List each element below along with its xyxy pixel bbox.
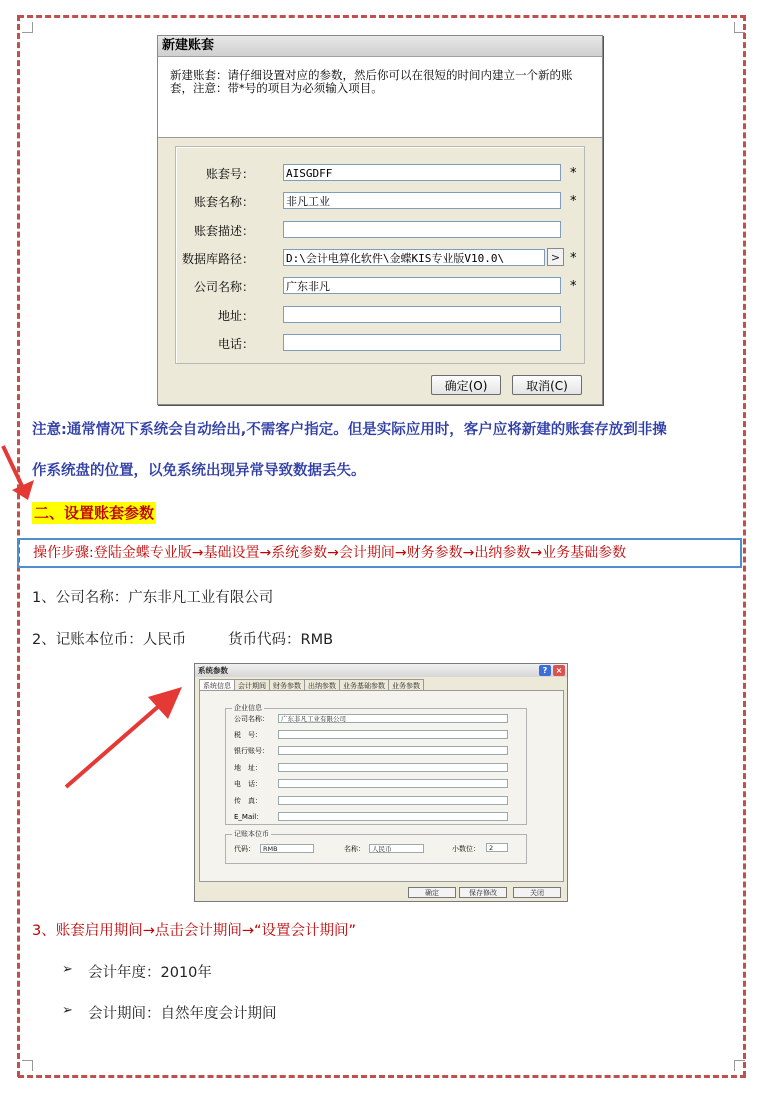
field-label-db-path: 数据库路径： [181,252,254,266]
fiscal-year-line: 会计年度：2010年 [88,965,212,981]
field-label-account-desc: 账套描述： [193,224,254,238]
group-title: 企业信息 [234,704,262,712]
steps-box: 操作步骤:登陆金蝶专业版→基础设置→系统参数→会计期间→财务参数→出纳参数→业务基础参数 [17,538,742,568]
frame-bottom [18,1075,746,1078]
cancel-button[interactable]: 取消(C) [512,375,582,395]
dialog-title: 系统参数 [195,664,567,677]
bullet-arrow-icon: ➢ [62,962,73,977]
base-currency-group [225,830,527,864]
field-label-address: 地址： [217,309,254,323]
decimals-stepper[interactable]: 2 [486,843,508,852]
currency-code-input[interactable]: RMB [260,844,314,853]
field-label: 税 号： [234,731,262,739]
period-heading: 3、账套启用期间→点击会计期间→“设置会计期间” [32,923,357,939]
field-label: 银行账号： [234,747,269,755]
field-label: 电 话： [234,780,262,788]
tab-panel [199,690,564,882]
frame-right [743,15,746,1077]
email-input[interactable] [278,812,508,821]
currency-code-line: 货币代码：RMB [228,632,334,648]
phone-input[interactable] [283,334,561,351]
field-label: 公司名称： [234,715,269,723]
field-label: E_Mail： [234,813,264,821]
tab-finance-params[interactable]: 财务参数 [269,679,305,692]
system-params-dialog [194,663,568,902]
currency-line: 2、记账本位币：人民币 [32,632,187,648]
account-desc-input[interactable] [283,221,561,238]
save-changes-button[interactable]: 保存修改 [459,887,507,898]
db-path-input[interactable]: D:\会计电算化软件\金蝶KIS专业版V10.0\ [283,249,545,266]
required-mark: * [570,166,577,181]
dialog-info-text: 新建账套：请仔细设置对应的参数，然后你可以在很短的时间内建立一个新的账套，注意：带*号的项目为必须输入项目。 [158,57,602,138]
address-input[interactable] [278,763,508,772]
close-icon[interactable]: × [553,665,565,676]
crop-mark [22,22,33,33]
group-title: 记账本位币 [234,830,269,838]
field-label: 地 址： [234,764,262,772]
field-label-account-name: 账套名称： [193,195,254,209]
frame-top [18,15,746,18]
phone-input[interactable] [278,779,508,788]
section-heading: 二、设置账套参数 [34,504,155,522]
field-label-company: 公司名称： [193,280,254,294]
account-name-input[interactable]: 非凡工业 [283,192,561,209]
required-mark: * [570,251,577,266]
crop-mark [22,1060,33,1071]
help-icon[interactable]: ? [539,665,551,676]
tab-cashier-params[interactable]: 出纳参数 [304,679,340,692]
required-mark: * [570,194,577,209]
address-input[interactable] [283,306,561,323]
close-button[interactable]: 关闭 [513,887,561,898]
field-label-phone: 电话： [217,337,254,351]
ok-button[interactable]: 确定 [408,887,456,898]
pointer-arrow-icon [60,683,186,793]
currency-name-input[interactable]: 人民币 [369,844,424,853]
company-name-input[interactable]: 广东非凡工业有限公司 [278,714,508,723]
bank-account-input[interactable] [278,746,508,755]
bullet-arrow-icon: ➢ [62,1003,73,1018]
tax-no-input[interactable] [278,730,508,739]
tab-business-base-params[interactable]: 业务基础参数 [339,679,389,692]
browse-button[interactable]: > [547,248,564,266]
tab-accounting-period[interactable]: 会计期间 [234,679,270,692]
tab-business-params[interactable]: 业务参数 [388,679,424,692]
company-line: 1、公司名称：广东非凡工业有限公司 [32,590,274,606]
crop-mark [734,1060,745,1071]
ok-button[interactable]: 确定(O) [431,375,501,395]
field-label-account-no: 账套号： [205,167,254,181]
new-account-dialog [157,35,603,405]
field-group [175,146,585,364]
pointer-arrow-icon [0,440,40,502]
required-mark: * [570,279,577,294]
company-name-input[interactable]: 广东非凡 [283,277,561,294]
tab-system-info[interactable]: 系统信息 [199,679,235,692]
fax-input[interactable] [278,796,508,805]
field-label: 传 真： [234,797,262,805]
note-line-2: 作系统盘的位置，以免系统出现异常导致数据丢失。 [32,463,366,479]
field-label: 名称： [344,845,365,853]
crop-mark [734,22,745,33]
dialog-title: 新建账套 [158,36,602,57]
field-label: 小数位： [452,845,480,853]
account-no-input[interactable]: AISGDFF [283,164,561,181]
note-line-1: 注意:通常情况下系统会自动给出,不需客户指定。但是实际应用时，客户应将新建的账套存放到非操 [32,422,667,438]
field-label: 代码： [234,845,255,853]
company-info-group [225,704,527,825]
fiscal-period-line: 会计期间：自然年度会计期间 [88,1006,277,1022]
